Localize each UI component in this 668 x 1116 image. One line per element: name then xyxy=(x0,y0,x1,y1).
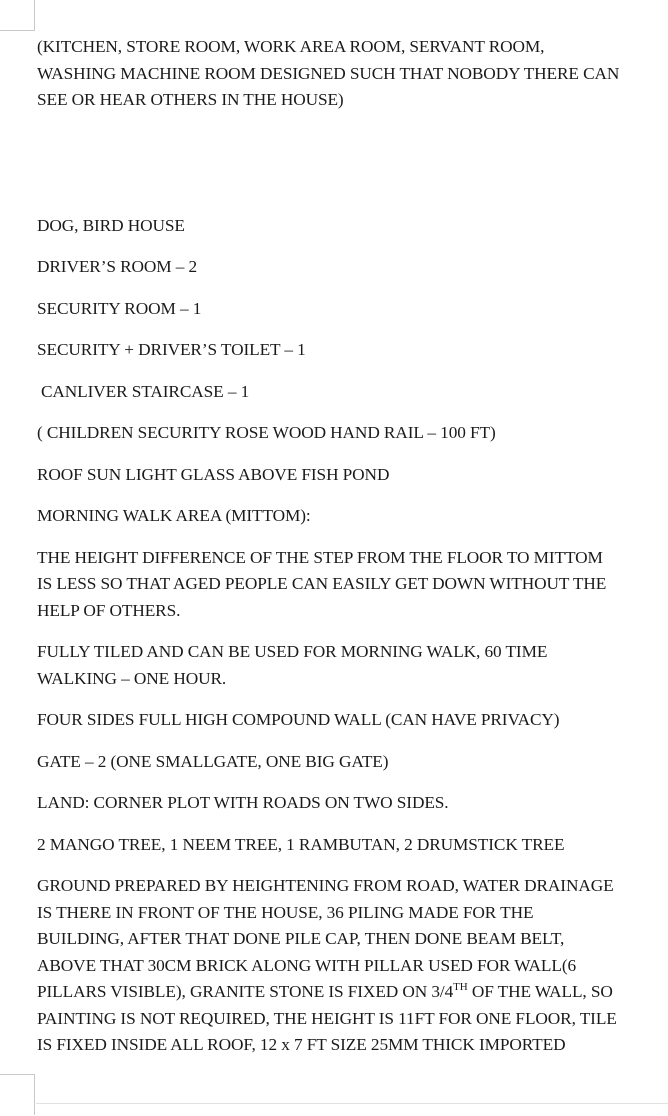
text-line xyxy=(37,979,667,1006)
item-security-room xyxy=(37,296,667,323)
step-height-paragraph xyxy=(37,545,667,625)
item-dog-bird-house xyxy=(37,213,667,240)
text-line: IS LESS SO THAT AGED PEOPLE CAN EASILY GET DOWN WITHOUT THE xyxy=(37,574,607,593)
text-line: SEE OR HEAR OTHERS IN THE HOUSE) xyxy=(37,90,344,109)
text-line: ABOVE THAT 30CM BRICK ALONG WITH PILLAR USED FOR WALL(6 xyxy=(37,955,577,975)
item-security-drivers-toilet xyxy=(37,337,667,364)
text-line: CANLIVER STAIRCASE – 1 xyxy=(41,381,250,401)
text-line: WASHING MACHINE ROOM DESIGNED SUCH THAT NOBODY THERE CAN xyxy=(37,63,620,83)
text-line: HELP OF OTHERS. xyxy=(37,600,181,620)
item-canliver-staircase xyxy=(37,379,667,406)
item-gate xyxy=(37,749,667,776)
document-body xyxy=(37,34,667,1059)
page-corner-mark-top-left xyxy=(0,0,35,31)
intro-paragraph xyxy=(37,34,667,114)
text-line: FOUR SIDES FULL HIGH COMPOUND WALL (CAN HAVE PRIVACY) xyxy=(37,710,560,729)
item-compound-wall xyxy=(37,707,667,734)
text-line: SECURITY ROOM – 1 xyxy=(37,298,202,318)
text-line: THE HEIGHT DIFFERENCE OF THE STEP FROM THE FLOOR TO MITTOM xyxy=(37,547,603,567)
text-line: GROUND PREPARED BY HEIGHTENING FROM ROAD, WATER DRAINAGE xyxy=(37,876,614,895)
item-roof-sun-light xyxy=(37,462,667,489)
text-line: FULLY TILED AND CAN BE USED FOR MORNING WALK, 60 TIME xyxy=(37,642,548,661)
page-corner-mark-bottom-left xyxy=(0,1074,35,1115)
text-line: IS FIXED INSIDE ALL ROOF, 12 x 7 FT SIZE 25MM THICK IMPORTED xyxy=(37,1035,566,1054)
text-segment: PILLARS VISIBLE), GRANITE STONE IS FIXED ON 3/4 xyxy=(37,982,454,1001)
text-line: 2 MANGO TREE, 1 NEEM TREE, 1 RAMBUTAN, 2 DRUMSTICK TREE xyxy=(37,834,565,854)
text-line: DRIVER’S ROOM – 2 xyxy=(37,257,198,276)
text-line: BUILDING, AFTER THAT DONE PILE CAP, THEN DONE BEAM BELT, xyxy=(37,929,565,948)
fully-tiled-paragraph xyxy=(37,639,667,692)
item-hand-rail xyxy=(37,420,667,447)
item-morning-walk-area xyxy=(37,503,667,530)
ground-preparation-paragraph xyxy=(37,873,667,1059)
page-break-line xyxy=(36,1103,668,1104)
text-segment: OF THE WALL, SO xyxy=(467,982,613,1001)
text-line: PAINTING IS NOT REQUIRED, THE HEIGHT IS 11FT FOR ONE FLOOR, TILE xyxy=(37,1008,617,1028)
item-trees xyxy=(37,832,667,859)
text-line: (KITCHEN, STORE ROOM, WORK AREA ROOM, SERVANT ROOM, xyxy=(37,37,545,56)
text-line: ROOF SUN LIGHT GLASS ABOVE FISH POND xyxy=(37,464,390,484)
text-line: IS THERE IN FRONT OF THE HOUSE, 36 PILING MADE FOR THE xyxy=(37,902,534,922)
text-line: MORNING WALK AREA (MITTOM): xyxy=(37,506,311,525)
text-line: WALKING – ONE HOUR. xyxy=(37,668,227,688)
text-line: SECURITY + DRIVER’S TOILET – 1 xyxy=(37,340,306,359)
superscript-text: TH xyxy=(453,981,468,994)
text-line: DOG, BIRD HOUSE xyxy=(37,215,185,235)
text-line: GATE – 2 (ONE SMALLGATE, ONE BIG GATE) xyxy=(37,751,389,771)
item-drivers-room xyxy=(37,254,667,281)
item-land xyxy=(37,790,667,817)
text-line: LAND: CORNER PLOT WITH ROADS ON TWO SIDES. xyxy=(37,793,449,812)
text-line: ( CHILDREN SECURITY ROSE WOOD HAND RAIL – 100 FT) xyxy=(37,423,496,442)
